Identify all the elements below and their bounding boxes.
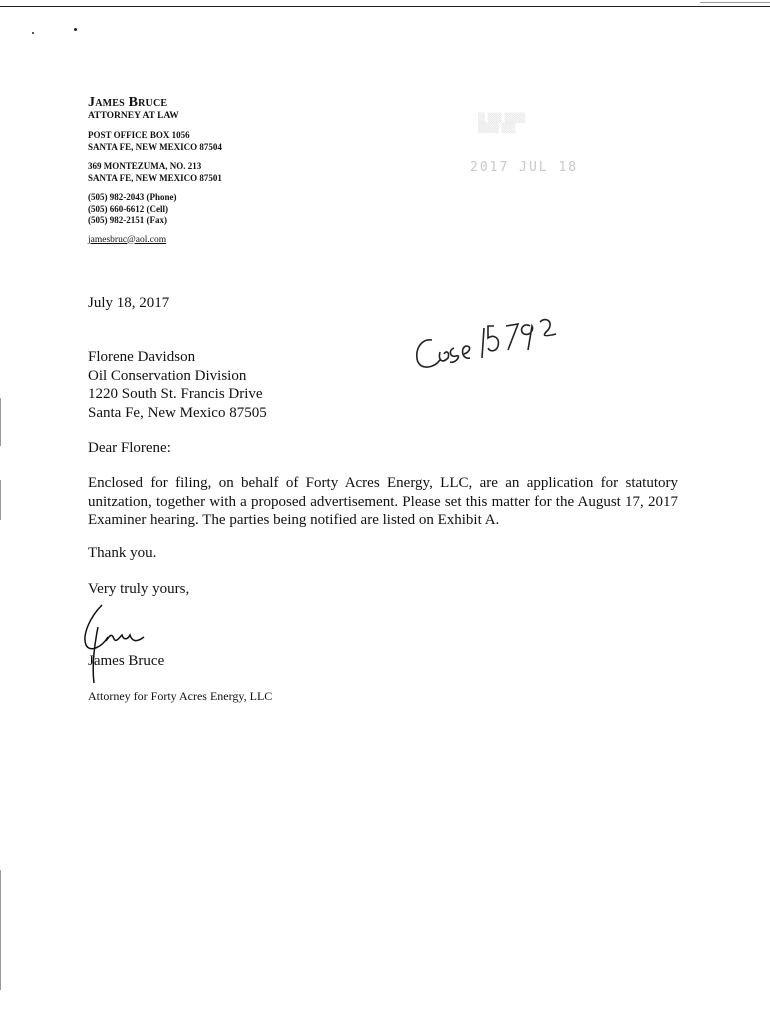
recipient-street: 1220 South St. Francis Drive [88, 386, 263, 403]
scan-edge-mark [0, 870, 1, 990]
phone-number: (505) 982-2043 (Phone) [88, 192, 177, 202]
letter-date: July 18, 2017 [88, 295, 170, 311]
signer-name: James Bruce [88, 653, 165, 669]
po-line-1: POST OFFICE BOX 1056 [88, 130, 190, 140]
scan-speck [74, 28, 77, 31]
attorney-name: James Bruce [88, 95, 168, 110]
street-line-2: SANTA FE, NEW MEXICO 87501 [88, 172, 222, 183]
recipient-name: Florene Davidson [88, 349, 196, 365]
scan-edge-mark [0, 398, 1, 446]
recipient-city: Santa Fe, New Mexico 87505 [88, 405, 267, 422]
faded-stamp-area: ▒ ▒▒ ▒▒▒ ▒▒▒ ▒▒ [478, 114, 526, 134]
closing-line: Very truly yours, [88, 581, 190, 597]
scan-edge-mark [0, 480, 1, 520]
thanks-line: Thank you. [88, 545, 157, 561]
recipient-org: Oil Conservation Division [88, 367, 247, 384]
po-line-2: SANTA FE, NEW MEXICO 87504 [88, 141, 222, 152]
scan-top-border-fragment [700, 2, 770, 3]
street-address [88, 161, 222, 184]
email-address: jamesbruc@aol.com [88, 234, 167, 245]
handwritten-signature [72, 597, 182, 687]
handwritten-case-number [410, 300, 590, 380]
fax-number: (505) 982-2151 (Fax) [88, 215, 167, 225]
street-line-1: 369 MONTEZUMA, NO. 213 [88, 161, 202, 171]
letterhead [88, 95, 222, 245]
cell-number: (505) 660-6612 (Cell) [88, 203, 168, 214]
attorney-title: ATTORNEY AT LAW [88, 111, 179, 121]
po-box-address [88, 130, 222, 153]
recipient-address [88, 348, 267, 423]
salutation: Dear Florene: [88, 440, 171, 456]
scan-top-border [0, 6, 770, 7]
received-stamp: 2017 JUL 18 [470, 160, 579, 175]
signer-role: Attorney for Forty Acres Energy, LLC [88, 689, 273, 703]
scan-speck [32, 32, 34, 34]
contact-numbers [88, 192, 222, 227]
letter-body: Enclosed for filing, on behalf of Forty Acres Energy, LLC, are an application for statutory unitzation, together with a proposed advertisement. Please set this matter for the August 17, 2017 Examiner hearing. The parties being notified are listed on Exhibit A. [88, 475, 678, 529]
